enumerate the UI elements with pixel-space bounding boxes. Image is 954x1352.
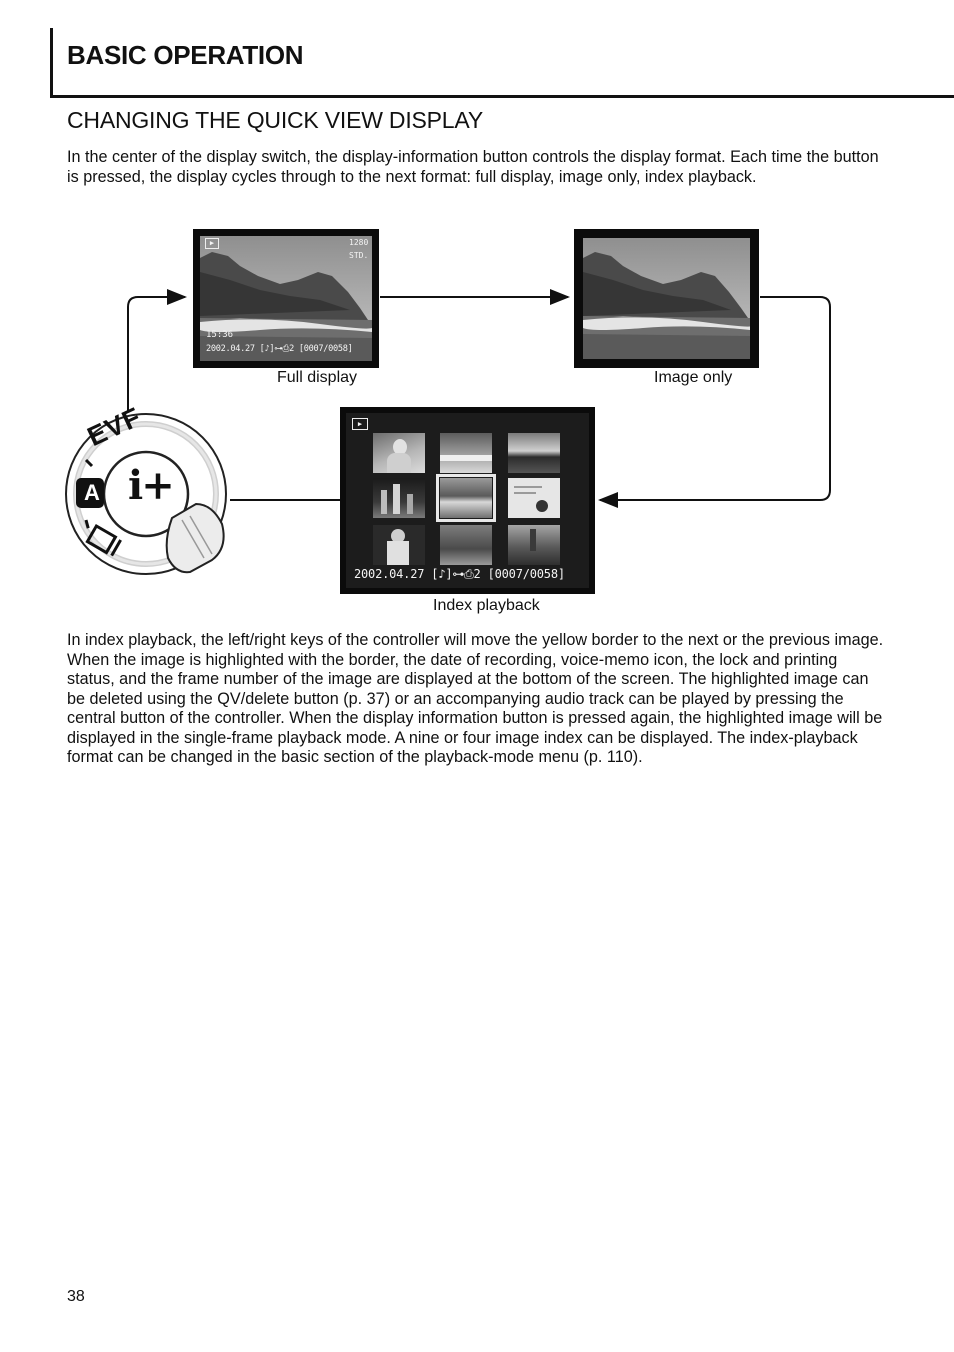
image-only-photo: [583, 238, 750, 359]
index-playback-screen: [340, 407, 595, 594]
image-only-caption: Image only: [654, 369, 733, 386]
subsection-title: CHANGING THE QUICK VIEW DISPLAY: [67, 107, 483, 133]
play-mode-icon: ▶: [352, 418, 368, 430]
full-display-screen: [193, 229, 379, 368]
thumbnail-6[interactable]: [508, 478, 560, 518]
thumbnail-2[interactable]: [440, 433, 492, 473]
section-title: BASIC OPERATION: [67, 40, 304, 70]
coastal-cliff-image: [583, 238, 750, 359]
thumbnail-4[interactable]: [373, 478, 425, 518]
full-display-photo: [200, 236, 372, 361]
play-mode-icon: ▶: [205, 238, 219, 249]
thumbnail-1[interactable]: [373, 433, 425, 473]
dial-label-evf: EVF: [82, 401, 146, 453]
thumbnail-7[interactable]: [373, 525, 425, 565]
page-number: 38: [67, 1288, 85, 1305]
thumbnail-5-selected[interactable]: [440, 478, 492, 518]
intro-paragraph: In the center of the display switch, the display-information button controls the display format. Each time the button is pressed, the display cycles through to the next format: full display, image only, index playback.: [67, 148, 879, 186]
thumbnail-8[interactable]: [440, 525, 492, 565]
thumbnail-3[interactable]: [508, 433, 560, 473]
body-paragraph: In index playback, the left/right keys of the controller will move the yellow border to the next or the previous image. When the image is highlighted with the border, the date of recording, voice-memo icon, the lock and printing status, and the frame number of the image are displayed at the bottom of the screen. The highlighted image can be deleted using the QV/delete button (p. 37) or an accompanying audio track can be played by pressing the central button of the controller. When the display information button is pressed again, the highlighted image will be displayed in the single-frame playback mode. A nine or four image index can be displayed. The index-playback format can be changed in the basic section of the playback-mode menu (p. 110).: [67, 631, 884, 766]
image-only-screen: [574, 229, 759, 368]
dial-label-a: A: [84, 480, 100, 505]
index-playback-caption: Index playback: [433, 597, 540, 614]
full-display-caption: Full display: [277, 369, 358, 386]
index-osd-status-bar: 2002.04.27 [♪]⊶⎙2 [0007/0058]: [354, 567, 565, 581]
osd-time: 15:36: [206, 330, 234, 340]
osd-quality: STD.: [349, 251, 369, 260]
dial-label-info-button: i+: [128, 462, 173, 509]
osd-status-bar: 2002.04.27 [♪]⊶⎙2 [0007/0058]: [206, 344, 353, 354]
coastal-cliff-image: [200, 236, 372, 361]
thumbnail-9[interactable]: [508, 525, 560, 565]
osd-resolution: 1280: [349, 238, 369, 247]
